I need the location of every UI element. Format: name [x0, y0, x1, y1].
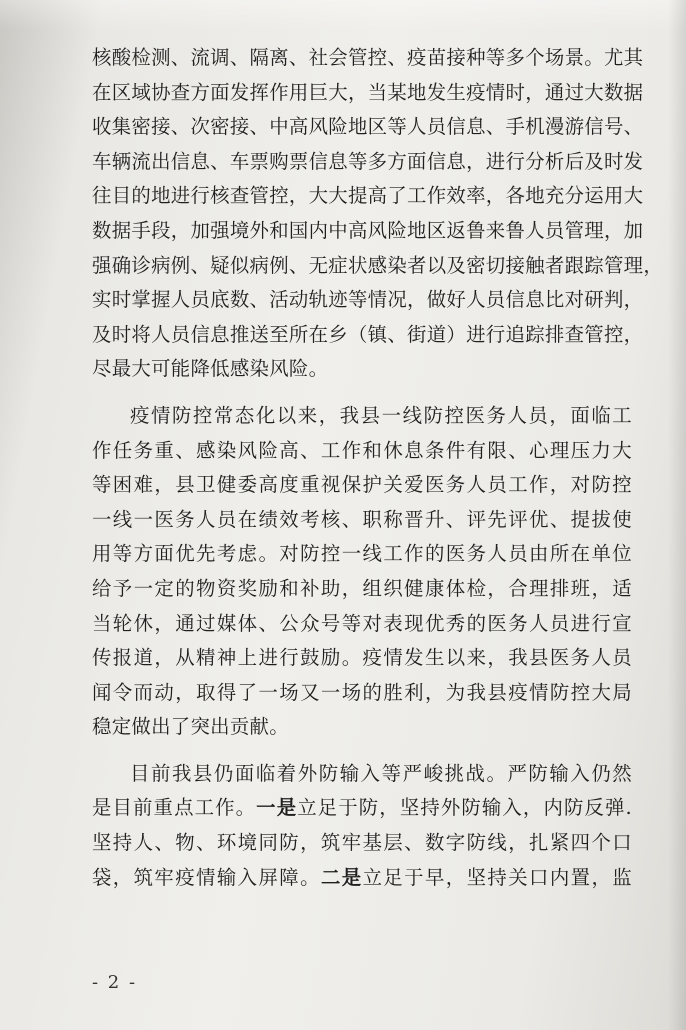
text-line: 传报道，从精神上进行鼓励。疫情发生以来，我县医务人员: [92, 646, 632, 670]
paragraph-3: [92, 757, 632, 895]
bold-marker-two: 二是: [320, 865, 363, 889]
text-line: 尽最大可能降低感染风险。: [92, 357, 329, 381]
paragraph-gap: [92, 745, 632, 757]
text-line: 及时将人员信息推送至所在乡（镇、街道）进行追踪排查管控，: [92, 322, 644, 346]
text-line: 实时掌握人员底数、活动轨迹等情况，做好人员信息比对研判，: [92, 288, 644, 312]
text-line: 作任务重、感染风险高、工作和休息条件有限、心理压力大: [92, 438, 632, 462]
text-line: [92, 791, 632, 826]
page-number: - 2 -: [92, 972, 138, 993]
text-segment: 立足于早，坚持关口内置，监: [362, 865, 632, 889]
paragraph-1: [92, 41, 664, 387]
page-shadow: [668, 0, 686, 1030]
text-line: 等困难，县卫健委高度重视保护关爱医务人员工作，对防控: [92, 473, 632, 497]
text-line: 稳定做出了突出贡献。: [92, 715, 289, 739]
text-segment: 是目前重点工作。: [92, 796, 257, 820]
text-line: [92, 861, 632, 896]
body-text: [92, 41, 664, 895]
text-line: 坚持人、物、环境同防，筑牢基层、数字防线，扎紧四个口: [92, 831, 632, 855]
bold-marker-one: 一是: [256, 796, 298, 820]
text-line: 用等方面优先考虑。对防控一线工作的医务人员由所在单位: [92, 542, 632, 566]
text-line: 数据手段，加强境外和国内中高风险地区返鲁来鲁人员管理，加: [92, 218, 644, 242]
text-line: 往目的地进行核查管控，大大提高了工作效率，各地充分运用大: [92, 184, 644, 208]
paragraph-2: [92, 399, 632, 745]
text-line: 当轮休，通过媒体、公众号等对表现优秀的医务人员进行宣: [92, 611, 632, 635]
text-segment: 立足于防，坚持外防输入，内防反弹.: [297, 796, 633, 820]
text-line: 一线一医务人员在绩效考核、职称晋升、评先评优、提拔使: [92, 507, 632, 531]
text-line: 核酸检测、流调、隔离、社会管控、疫苗接种等多个场景。尤其: [92, 46, 644, 69]
text-line: 收集密接、次密接、中高风险地区等人员信息、手机漫游信号、: [92, 115, 644, 139]
text-segment: 袋，筑牢疫情输入屏障。: [92, 865, 321, 889]
text-line: 车辆流出信息、车票购票信息等多方面信息，进行分析后及时发: [92, 149, 644, 173]
text-line: 闻令而动，取得了一场又一场的胜利，为我县疫情防控大局: [92, 680, 632, 704]
text-line: 在区域协查方面发挥作用巨大，当某地发生疫情时，通过大数据: [92, 80, 644, 104]
text-line: 目前我县仍面临着外防输入等严峻挑战。严防输入仍然: [130, 761, 632, 785]
text-line: 给予一定的物资奖励和补助，组织健康体检，合理排班，适: [92, 576, 632, 600]
text-line: 疫情防控常态化以来，我县一线防控医务人员，面临工: [130, 403, 632, 427]
page-highlight: [0, 0, 686, 30]
text-line: 强确诊病例、疑似病例、无症状感染者以及密切接触者跟踪管理，: [92, 253, 664, 277]
paragraph-gap: [92, 387, 632, 399]
